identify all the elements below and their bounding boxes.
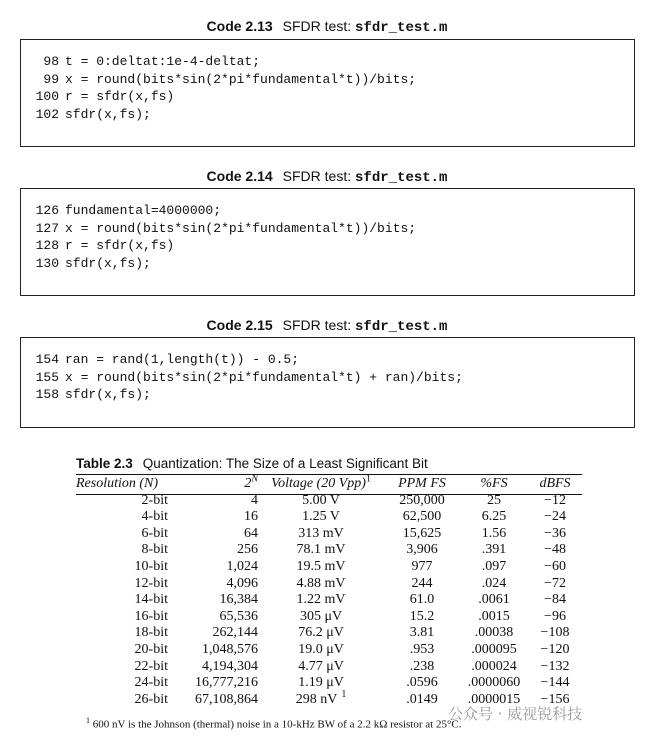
cell-dbfs	[528, 576, 582, 593]
code-block-2-13	[20, 39, 635, 147]
code-text: r = sfdr(x,fs)	[65, 238, 175, 253]
listing-number: Code 2.15	[206, 317, 273, 333]
cell-voltage	[258, 526, 384, 543]
listing-title: SFDR test:	[282, 18, 356, 34]
cell-power-of-two	[168, 642, 258, 659]
cell-dbfs	[528, 509, 582, 526]
listing-caption-2-13	[0, 18, 654, 36]
cell-resolution	[76, 576, 168, 593]
cell-pct	[460, 675, 528, 692]
line-number: 154	[35, 352, 59, 367]
cell-resolution-text: 4-bit	[141, 509, 168, 525]
cell-ppm-text: .238	[409, 658, 435, 674]
code-line	[21, 53, 634, 71]
cell-power-of-two	[168, 559, 258, 576]
cell-ppm	[384, 526, 460, 543]
cell-pct-text: .0061	[478, 592, 510, 608]
code-text: x = round(bits*sin(2*pi*fundamental*t))/bits;	[65, 71, 417, 87]
cell-ppm	[384, 625, 460, 642]
cell-power-of-two-text: 256	[237, 542, 258, 558]
cell-voltage	[258, 509, 384, 526]
cell-voltage	[258, 576, 384, 593]
cell-power-of-two-text: 16,777,216	[195, 675, 258, 691]
code-line	[21, 202, 634, 220]
cell-voltage-text: 19.0 μV	[298, 641, 344, 657]
footnote-text: 600 nV is the Johnson (thermal) noise in a 10-kHz BW of a 2.2 kΩ resistor at 25°C.	[92, 718, 462, 731]
cell-power-of-two-text: 67,108,864	[195, 691, 258, 707]
cell-dbfs-text: −84	[544, 592, 566, 608]
cell-pct	[460, 559, 528, 576]
header-pow-exp: N	[251, 473, 258, 485]
table-top-rule	[76, 474, 582, 475]
watermark: 公众号 · 威视锐科技	[448, 705, 583, 723]
cell-ppm	[384, 659, 460, 676]
code-text: t = 0:deltat:1e-4-deltat;	[65, 54, 261, 69]
cell-dbfs-text: −12	[544, 492, 566, 508]
table-header-rule	[76, 494, 582, 495]
table-title: Quantization: The Size of a Least Significant Bit	[142, 456, 428, 471]
cell-pct-text: .000095	[471, 641, 517, 657]
line-number: 102	[35, 106, 59, 122]
cell-resolution	[76, 675, 168, 692]
cell-dbfs-text: −96	[544, 608, 566, 624]
table-row	[76, 559, 582, 576]
code-text: x = round(bits*sin(2*pi*fundamental*t))/bits;	[65, 220, 417, 236]
code-line	[21, 71, 634, 89]
cell-ppm	[384, 559, 460, 576]
code-text: sfdr(x,fs);	[65, 255, 151, 271]
cell-power-of-two	[168, 609, 258, 626]
cell-ppm-text: 977	[411, 558, 433, 574]
table-row	[76, 659, 582, 676]
cell-power-of-two-text: 16,384	[219, 592, 258, 608]
table-row	[76, 625, 582, 642]
listing-number: Code 2.13	[206, 18, 273, 34]
code-line	[21, 106, 634, 124]
cell-voltage	[258, 642, 384, 659]
code-text: r = sfdr(x,fs)	[65, 89, 175, 104]
line-number: 100	[35, 89, 59, 104]
cell-pct-text: .097	[481, 558, 507, 574]
cell-dbfs	[528, 675, 582, 692]
cell-voltage-text: 298 nV	[295, 691, 338, 707]
cell-resolution-text: 10-bit	[134, 558, 168, 574]
cell-pct-text: .391	[481, 542, 507, 558]
cell-pct-text: 6.25	[481, 509, 507, 525]
cell-voltage-text: 1.25 V	[302, 509, 340, 525]
cell-pct	[460, 642, 528, 659]
cell-pct	[460, 659, 528, 676]
line-number: 130	[35, 255, 59, 271]
cell-voltage-text: 5.00 V	[302, 492, 340, 508]
table-footnote	[86, 714, 461, 732]
line-number: 99	[43, 71, 59, 87]
cell-power-of-two-text: 4	[251, 492, 258, 508]
listing-title: SFDR test:	[282, 317, 356, 333]
listing-filename: sfdr_test.m	[355, 20, 448, 36]
header-power-of-two	[168, 473, 258, 493]
table-row	[76, 592, 582, 609]
cell-resolution	[76, 625, 168, 642]
cell-power-of-two-text: 64	[244, 525, 258, 541]
code-line	[21, 237, 634, 255]
cell-ppm	[384, 576, 460, 593]
cell-dbfs	[528, 526, 582, 543]
cell-power-of-two	[168, 659, 258, 676]
cell-ppm	[384, 592, 460, 609]
cell-ppm-text: .0149	[406, 691, 438, 707]
cell-resolution	[76, 692, 168, 709]
cell-ppm-text: .0596	[406, 675, 438, 691]
header-dbfs: dBFS	[539, 476, 571, 491]
code-text: sfdr(x,fs);	[65, 106, 151, 122]
cell-dbfs-text: −132	[540, 658, 570, 674]
listing-filename: sfdr_test.m	[355, 319, 448, 335]
code-line	[21, 220, 634, 238]
cell-resolution	[76, 509, 168, 526]
cell-power-of-two-text: 1,024	[226, 558, 258, 574]
cell-power-of-two	[168, 509, 258, 526]
cell-pct-text: 1.56	[481, 525, 507, 541]
cell-dbfs	[528, 493, 582, 510]
quantization-table	[76, 473, 582, 708]
table-row	[76, 609, 582, 626]
table-row	[76, 526, 582, 543]
cell-power-of-two	[168, 692, 258, 709]
cell-dbfs	[528, 559, 582, 576]
cell-ppm	[384, 609, 460, 626]
voltage-note-mark: 1	[341, 689, 347, 701]
cell-voltage-text: 313 mV	[298, 525, 344, 541]
cell-power-of-two-text: 65,536	[219, 608, 258, 624]
cell-power-of-two-text: 1,048,576	[202, 641, 258, 657]
table-row	[76, 675, 582, 692]
cell-voltage	[258, 675, 384, 692]
cell-power-of-two	[168, 542, 258, 559]
cell-dbfs-text: −156	[540, 691, 570, 707]
cell-dbfs-text: −48	[544, 542, 566, 558]
cell-pct-text: .000024	[471, 658, 517, 674]
cell-voltage-text: 76.2 μV	[298, 625, 344, 641]
cell-pct	[460, 493, 528, 510]
cell-dbfs-text: −120	[540, 641, 570, 657]
cell-ppm-text: 250,000	[399, 492, 445, 508]
cell-voltage-text: 4.88 mV	[296, 575, 346, 591]
table-header-row	[76, 476, 582, 493]
table-caption	[76, 456, 582, 472]
cell-ppm-text: 62,500	[402, 509, 442, 525]
cell-resolution-text: 8-bit	[141, 542, 168, 558]
cell-resolution	[76, 542, 168, 559]
listing-caption-2-15	[0, 317, 654, 335]
cell-pct	[460, 592, 528, 609]
cell-resolution-text: 20-bit	[134, 641, 168, 657]
cell-voltage	[258, 625, 384, 642]
table-row	[76, 542, 582, 559]
cell-ppm-text: 3,906	[406, 542, 438, 558]
cell-pct	[460, 526, 528, 543]
cell-resolution-text: 24-bit	[134, 675, 168, 691]
cell-power-of-two	[168, 493, 258, 510]
cell-dbfs-text: −108	[540, 625, 570, 641]
cell-dbfs-text: −36	[544, 525, 566, 541]
code-text: ran = rand(1,length(t)) - 0.5;	[65, 352, 300, 367]
cell-resolution	[76, 642, 168, 659]
cell-ppm	[384, 509, 460, 526]
table-body	[76, 493, 582, 709]
table-number: Table 2.3	[76, 456, 133, 471]
header-pow-base: 2	[244, 476, 252, 491]
cell-pct-text: .0015	[478, 608, 510, 624]
cell-resolution-text: 22-bit	[134, 658, 168, 674]
code-block-2-15	[20, 337, 635, 428]
header-ppm: PPM FS	[398, 476, 446, 491]
table-row	[76, 642, 582, 659]
cell-resolution	[76, 659, 168, 676]
cell-ppm	[384, 675, 460, 692]
cell-ppm-text: 15.2	[409, 608, 435, 624]
cell-dbfs	[528, 592, 582, 609]
code-text: x = round(bits*sin(2*pi*fundamental*t) + ran)/bits;	[65, 369, 463, 385]
cell-resolution-text: 2-bit	[141, 492, 168, 508]
cell-voltage-text: 1.19 μV	[298, 675, 344, 691]
cell-ppm-text: 61.0	[409, 592, 435, 608]
cell-ppm	[384, 493, 460, 510]
header-pct: %FS	[480, 476, 508, 491]
cell-ppm-text: .953	[409, 641, 435, 657]
cell-resolution	[76, 526, 168, 543]
code-line	[21, 351, 634, 369]
code-text: sfdr(x,fs);	[65, 387, 151, 402]
line-number: 127	[35, 220, 59, 236]
cell-power-of-two-text: 4,194,304	[202, 658, 258, 674]
cell-power-of-two-text: 262,144	[212, 625, 258, 641]
code-block-2-14	[20, 188, 635, 296]
line-number: 98	[43, 54, 59, 69]
cell-power-of-two	[168, 675, 258, 692]
line-number: 128	[35, 238, 59, 253]
cell-voltage-text: 305 μV	[299, 608, 343, 624]
cell-voltage-text: 4.77 μV	[298, 658, 344, 674]
cell-resolution	[76, 609, 168, 626]
cell-power-of-two	[168, 625, 258, 642]
cell-pct	[460, 625, 528, 642]
cell-dbfs	[528, 659, 582, 676]
cell-ppm-text: 244	[411, 575, 433, 591]
cell-pct-text: .0000015	[467, 691, 521, 707]
cell-dbfs-text: −144	[540, 675, 570, 691]
cell-voltage-text: 19.5 mV	[296, 558, 346, 574]
table-row	[76, 576, 582, 593]
header-voltage-label: Voltage (20 Vpp)	[271, 476, 366, 491]
cell-dbfs	[528, 609, 582, 626]
cell-voltage	[258, 542, 384, 559]
code-line	[21, 255, 634, 273]
cell-dbfs-text: −72	[544, 575, 566, 591]
table-row	[76, 509, 582, 526]
cell-voltage-text: 1.22 mV	[296, 592, 346, 608]
cell-dbfs-text: −24	[544, 509, 566, 525]
cell-voltage	[258, 559, 384, 576]
cell-pct-text: .00038	[474, 625, 514, 641]
cell-dbfs	[528, 642, 582, 659]
cell-voltage	[258, 592, 384, 609]
listing-title: SFDR test:	[282, 168, 356, 184]
cell-pct-text: 25	[487, 492, 501, 508]
cell-voltage	[258, 609, 384, 626]
listing-number: Code 2.14	[206, 168, 273, 184]
line-number: 158	[35, 387, 59, 402]
cell-power-of-two	[168, 592, 258, 609]
cell-voltage	[258, 689, 384, 709]
header-voltage-note: 1	[365, 473, 371, 485]
cell-dbfs	[528, 542, 582, 559]
cell-power-of-two	[168, 576, 258, 593]
listing-caption-2-14	[0, 168, 654, 186]
listing-filename: sfdr_test.m	[355, 170, 448, 186]
code-line	[21, 88, 634, 106]
cell-pct	[460, 609, 528, 626]
cell-pct	[460, 509, 528, 526]
cell-voltage	[258, 493, 384, 510]
cell-resolution-text: 26-bit	[134, 691, 168, 707]
code-line	[21, 386, 634, 404]
table-row	[76, 493, 582, 510]
cell-resolution	[76, 559, 168, 576]
cell-pct	[460, 576, 528, 593]
cell-resolution-text: 18-bit	[134, 625, 168, 641]
line-number: 155	[35, 369, 59, 385]
cell-resolution	[76, 493, 168, 510]
cell-resolution	[76, 592, 168, 609]
cell-dbfs-text: −60	[544, 558, 566, 574]
code-line	[21, 369, 634, 387]
header-resolution: Resolution (N)	[76, 476, 159, 491]
cell-resolution-text: 12-bit	[134, 575, 168, 591]
cell-ppm	[384, 542, 460, 559]
cell-pct-text: .024	[481, 575, 507, 591]
cell-voltage-text: 78.1 mV	[296, 542, 346, 558]
code-text: fundamental=4000000;	[65, 203, 222, 218]
cell-voltage	[258, 659, 384, 676]
cell-resolution-text: 16-bit	[134, 608, 168, 624]
cell-ppm	[384, 642, 460, 659]
cell-dbfs	[528, 625, 582, 642]
cell-pct	[460, 542, 528, 559]
cell-pct-text: .0000060	[467, 675, 521, 691]
cell-power-of-two	[168, 526, 258, 543]
cell-power-of-two-text: 4,096	[226, 575, 258, 591]
cell-power-of-two-text: 16	[244, 509, 258, 525]
footnote-mark: 1	[86, 716, 90, 725]
header-voltage	[258, 473, 384, 493]
cell-ppm-text: 3.81	[409, 625, 435, 641]
cell-resolution-text: 6-bit	[141, 525, 168, 541]
cell-ppm-text: 15,625	[402, 525, 442, 541]
line-number: 126	[35, 203, 59, 218]
cell-resolution-text: 14-bit	[134, 592, 168, 608]
